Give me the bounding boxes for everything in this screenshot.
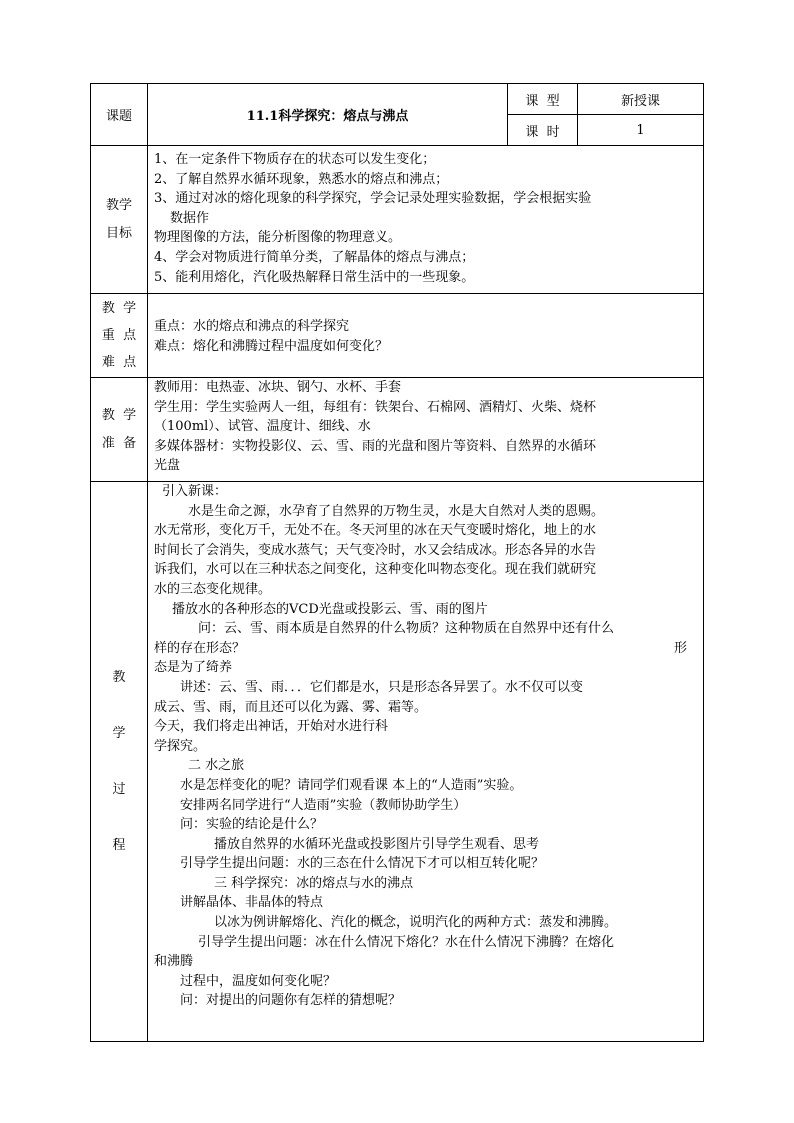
goal-line: 2、了解自然界水循环现象，熟悉水的熔点和沸点； [154, 171, 449, 187]
process-line: 问：实验的结论是什么？ [180, 817, 324, 833]
prep-content [148, 378, 704, 482]
prep-line: 光盘 [154, 458, 181, 474]
goal-line: 物理图像的方法，能分析图像的物理意义。 [154, 230, 402, 246]
process-line: 水是怎样变化的呢？请同学们观看课 本上的“人造雨”实验。 [180, 777, 523, 793]
header-row-1 [91, 84, 704, 115]
goals-content [148, 146, 704, 294]
key-points-label-line-3: 难 点 [101, 355, 137, 370]
goals-label-line-2: 目标 [105, 225, 132, 241]
process-line: 三 科学探究：冰的熔点与水的沸点 [214, 875, 414, 891]
lesson-plan-table [90, 83, 704, 1042]
goal-line: 数据作 [170, 210, 210, 226]
process-line-part: 形 [673, 640, 687, 656]
hours-label: 课 时 [508, 115, 578, 146]
process-line: 引导学生提出问题：冰在什么情况下熔化？水在什么情况下沸腾？在熔化 [198, 934, 615, 950]
process-label-line-4: 程 [112, 837, 126, 853]
prep-line: （100ml）、试管、温度计、细线、水 [154, 419, 371, 435]
type-value: 新授课 [578, 84, 704, 115]
process-line: 态是为了绮养 [154, 660, 233, 676]
prep-label-line-2: 准 备 [101, 435, 137, 451]
process-line [154, 639, 697, 659]
process-line: 二 水之旅 [188, 758, 245, 774]
process-line: 今天，我们将走出神话，开始对水进行科 [154, 719, 389, 735]
key-point-line: 重点：水的熔点和沸点的科学探究 [154, 318, 350, 334]
process-label [91, 482, 148, 1042]
process-line: 成云、雪、雨，而且还可以化为露、雾、霜等。 [154, 699, 428, 715]
key-points-label-line-2: 重 点 [101, 328, 137, 343]
process-line: 水无常形，变化万千，无处不在。冬天河里的冰在天气变暖时熔化，地上的水 [154, 523, 597, 539]
process-line: 和沸腾 [154, 954, 194, 970]
key-points-row [91, 294, 704, 378]
type-label: 课 型 [508, 84, 578, 115]
process-line: 播放水的各种形态的VCD光盘或投影云、雪、雨的图片 [172, 601, 488, 617]
process-label-line-2: 学 [112, 725, 126, 741]
hours-value: 1 [578, 115, 704, 146]
process-line: 时间长了会消失，变成水蒸气；天气变冷时，水又会结成冰。形态各异的水告 [154, 542, 597, 558]
process-line: 引入新课： [162, 484, 228, 499]
process-line: 诉我们，水可以在三种状态之间变化，这种变化叫物态变化。现在我们就研究 [154, 562, 597, 578]
process-line: 安排两名同学进行“人造雨”实验（教师协助学生） [180, 797, 467, 813]
goals-label [91, 146, 148, 294]
key-points-label-line-1: 教 学 [101, 301, 137, 316]
prep-line: 学生用：学生实验两人一组，每组有：铁架台、石棉网、酒精灯、火柴、烧杯 [154, 399, 597, 415]
goals-row [91, 146, 704, 294]
prep-label [91, 378, 148, 482]
subject-label: 课题 [91, 84, 148, 146]
prep-row [91, 378, 704, 482]
prep-line: 多媒体器材：实物投影仪、云、雪、雨的光盘和图片等资料、自然界的水循环 [154, 438, 597, 454]
process-line: 过程中，温度如何变化呢？ [180, 973, 337, 989]
lesson-title: 11.1科学探究：熔点与沸点 [148, 84, 508, 146]
process-line: 问：对提出的问题你有怎样的猜想呢？ [180, 993, 402, 1009]
key-points-content [148, 294, 704, 378]
process-label-line-3: 过 [112, 781, 126, 797]
process-line: 引导学生提出问题：水的三态在什么情况下才可以相互转化呢？ [180, 856, 545, 872]
process-line: 水是生命之源，水孕育了自然界的万物生灵，水是大自然对人类的恩赐。 [188, 503, 605, 519]
process-line: 播放自然界的水循环光盘或投影图片引导学生观看、思考 [214, 836, 540, 852]
goal-line: 5、能利用熔化，汽化吸热解释日常生活中的一些现象。 [154, 269, 475, 285]
goal-line: 1、在一定条件下物质存在的状态可以发生变化； [154, 152, 436, 167]
prep-label-line-1: 教 学 [101, 407, 137, 423]
key-point-line: 难点：熔化和沸腾过程中温度如何变化？ [154, 338, 389, 354]
process-line: 讲解晶体、非晶体的特点 [180, 895, 324, 911]
process-line: 讲述：云、雪、雨．．．它们都是水，只是形态各异罢了。水不仅可以变 [180, 679, 584, 695]
key-points-label [91, 294, 148, 378]
process-line: 问：云、雪、雨本质是自然界的什么物质？这种物质在自然界中还有什么 [198, 621, 615, 637]
goals-label-line-1: 教学 [105, 197, 132, 213]
process-line-part: 样的存在形态？ [154, 640, 246, 656]
process-line: 学探究。 [154, 738, 207, 754]
goal-line: 3、通过对冰的熔化现象的科学探究，学会记录处理实验数据，学会根据实验 [154, 191, 592, 207]
process-label-line-1: 教 [112, 669, 126, 685]
process-row [91, 482, 704, 1042]
process-line: 水的三态变化规律。 [154, 581, 272, 597]
goal-line: 4、学会对物质进行简单分类，了解晶体的熔点与沸点； [154, 249, 475, 265]
prep-line: 教师用：电热壶、冰块、钢勺、水杯、手套 [154, 380, 402, 395]
process-content [148, 482, 704, 1042]
process-line: 以冰为例讲解熔化、汽化的概念，说明汽化的两种方式：蒸发和沸腾。 [214, 915, 618, 931]
